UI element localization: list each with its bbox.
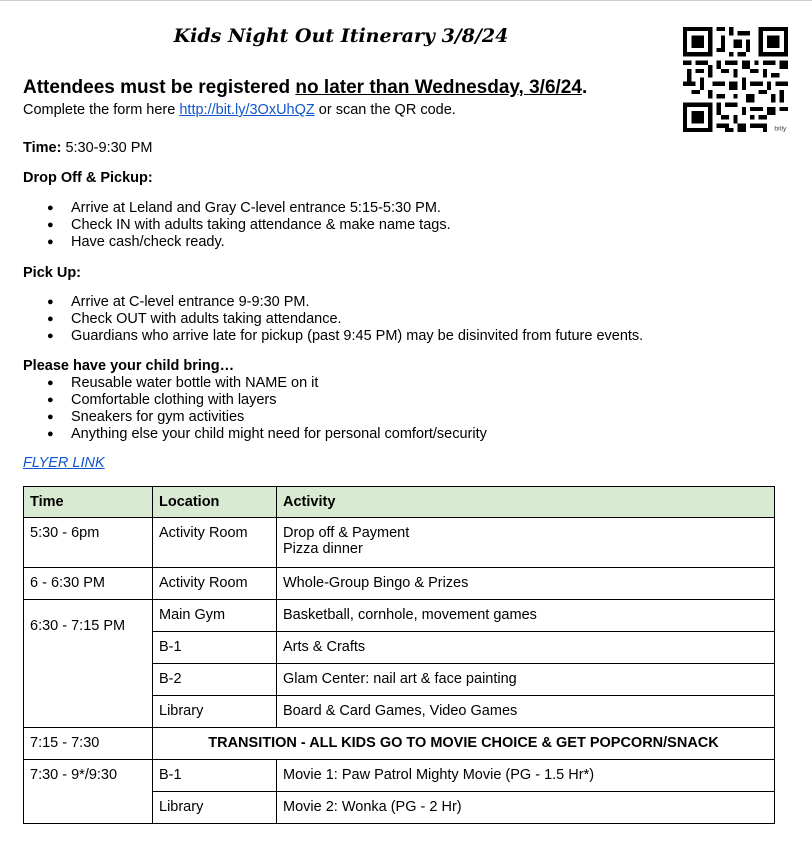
cell-activity: Arts & Crafts xyxy=(277,632,775,664)
cell-location: Library xyxy=(153,696,277,728)
bring-list xyxy=(0,375,487,443)
time-value: 5:30-9:30 PM xyxy=(61,140,153,156)
table-row xyxy=(24,760,775,792)
list-item: ● Have cash/check ready. xyxy=(0,234,451,251)
cell-time: 7:30 - 9*/9:30 xyxy=(24,760,153,824)
cell-activity: Movie 1: Paw Patrol Mighty Movie (PG - 1.5 Hr*) xyxy=(277,760,775,792)
list-item: ● Arrive at Leland and Gray C-level entrance 5:15-5:30 PM. xyxy=(0,200,451,217)
list-item: ● Arrive at C-level entrance 9-9:30 PM. xyxy=(0,294,643,311)
cell-activity: Board & Card Games, Video Games xyxy=(277,696,775,728)
time-label: Time: xyxy=(23,140,62,156)
form-instructions: Complete the form here http://bit.ly/3OxUhQZ or scan the QR code. xyxy=(23,102,456,118)
cell-time: 5:30 - 6pm xyxy=(24,518,153,568)
cell-location: Library xyxy=(153,792,277,824)
table-row xyxy=(24,600,775,632)
list-item: ● Guardians who arrive late for pickup (past 9:45 PM) may be disinvited from future events. xyxy=(0,328,643,345)
registration-form-link[interactable]: http://bit.ly/3OxUhQZ xyxy=(179,102,315,118)
cell-location: B-2 xyxy=(153,664,277,696)
pickup-list xyxy=(0,294,643,345)
table-row xyxy=(24,568,775,600)
qr-caption: bitly xyxy=(774,125,787,132)
cell-location: Activity Room xyxy=(153,518,277,568)
list-item: ● Anything else your child might need for personal comfort/security xyxy=(0,426,487,443)
list-item: ● Check OUT with adults taking attendance. xyxy=(0,311,643,328)
cell-time: 7:15 - 7:30 xyxy=(24,728,153,760)
table-row xyxy=(24,728,775,760)
table-header-row xyxy=(24,487,775,518)
page-title: Kids Night Out Itinerary 3/8/24 xyxy=(173,25,509,47)
table-row xyxy=(24,518,775,568)
list-item: ● Sneakers for gym activities xyxy=(0,409,487,426)
column-header-activity: Activity xyxy=(277,487,775,518)
cell-location: Activity Room xyxy=(153,568,277,600)
transition-note: TRANSITION - ALL KIDS GO TO MOVIE CHOICE & GET POPCORN/SNACK xyxy=(153,728,775,760)
schedule-table xyxy=(23,486,775,824)
cell-time: 6 - 6:30 PM xyxy=(24,568,153,600)
flyer-link[interactable]: FLYER LINK xyxy=(23,455,105,471)
cell-activity: Glam Center: nail art & face painting xyxy=(277,664,775,696)
deadline-date: no later than Wednesday, 3/6/24 xyxy=(295,77,582,98)
column-header-location: Location xyxy=(153,487,277,518)
column-header-time: Time xyxy=(24,487,153,518)
event-time xyxy=(23,140,153,156)
list-item: ● Comfortable clothing with layers xyxy=(0,392,487,409)
cell-activity: Drop off & Payment Pizza dinner xyxy=(277,518,775,568)
registration-deadline: Attendees must be registered no later than Wednesday, 3/6/24. xyxy=(23,77,588,98)
cell-activity: Whole-Group Bingo & Prizes xyxy=(277,568,775,600)
cell-location: Main Gym xyxy=(153,600,277,632)
qr-code-icon[interactable] xyxy=(683,27,788,132)
cell-location: B-1 xyxy=(153,760,277,792)
cell-location: B-1 xyxy=(153,632,277,664)
dropoff-heading: Drop Off & Pickup: xyxy=(23,170,153,186)
bring-heading: Please have your child bring… xyxy=(23,358,235,374)
dropoff-list xyxy=(0,200,451,251)
pickup-heading: Pick Up: xyxy=(23,265,82,281)
list-item: ● Check IN with adults taking attendance & make name tags. xyxy=(0,217,451,234)
list-item: ● Reusable water bottle with NAME on it xyxy=(0,375,487,392)
cell-activity: Movie 2: Wonka (PG - 2 Hr) xyxy=(277,792,775,824)
cell-activity: Basketball, cornhole, movement games xyxy=(277,600,775,632)
cell-time: 6:30 - 7:15 PM xyxy=(24,600,153,728)
